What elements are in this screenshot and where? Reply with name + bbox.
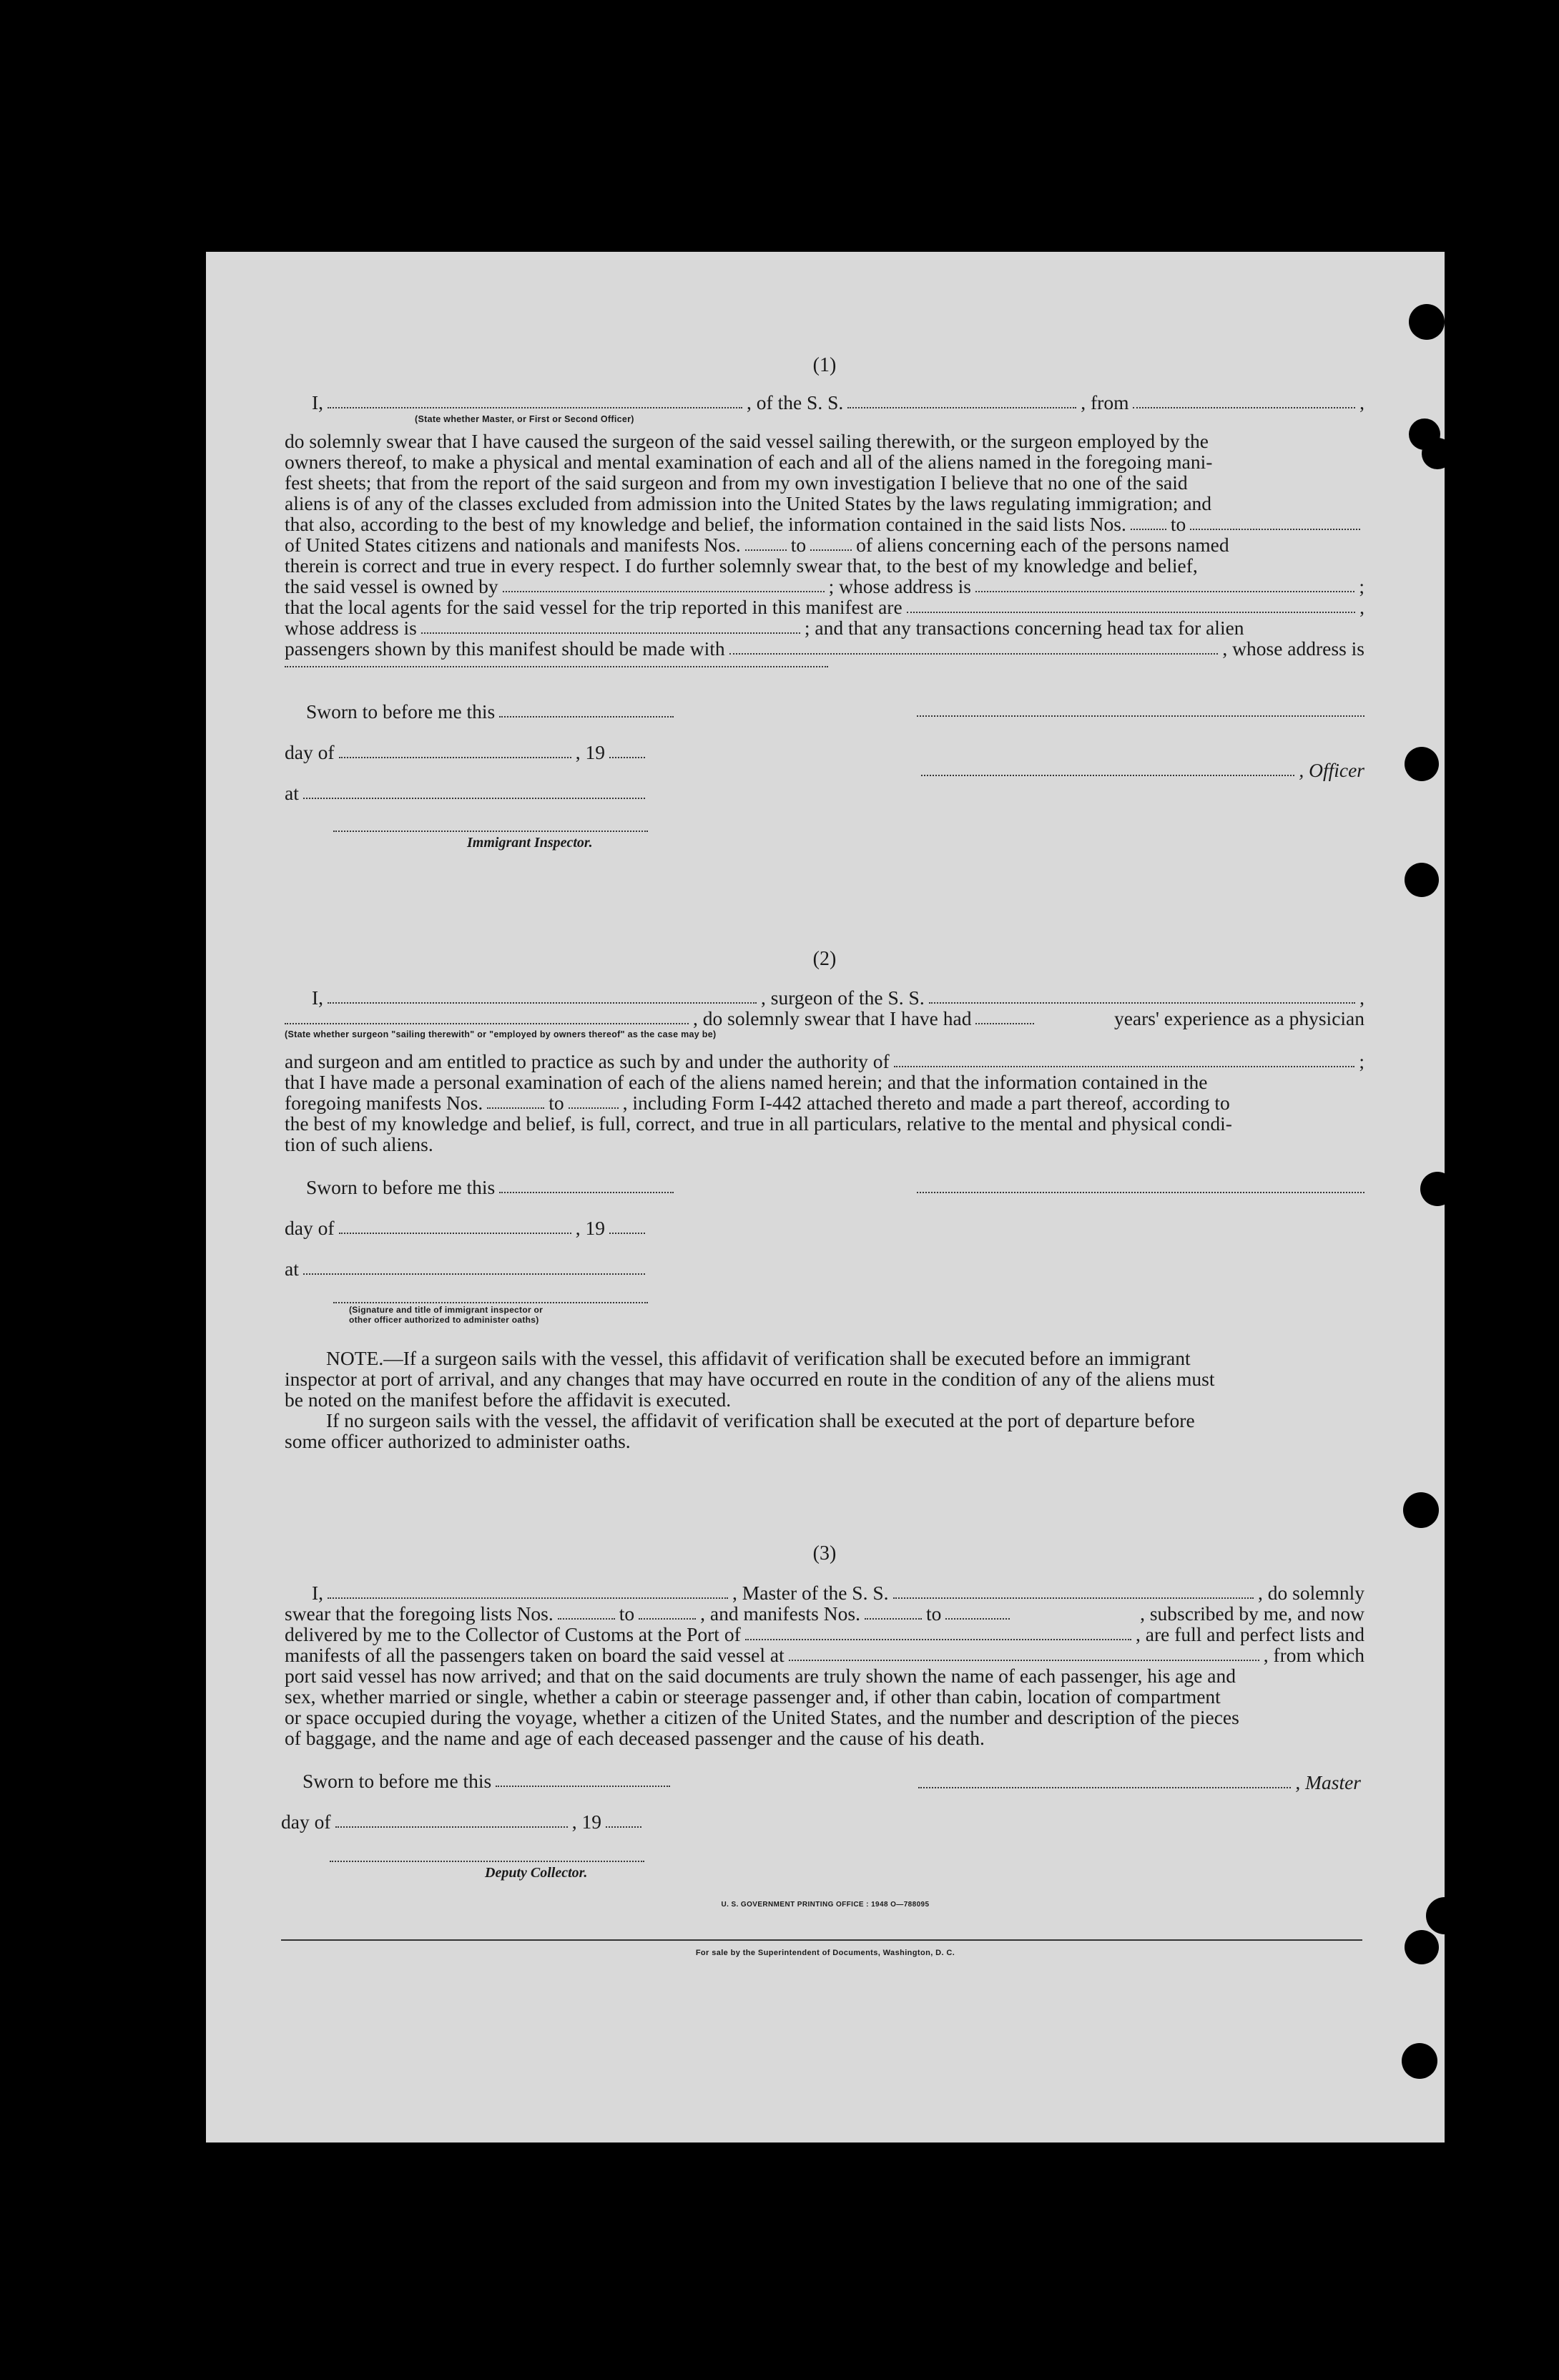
printing-office-line: U. S. GOVERNMENT PRINTING OFFICE : 1948 O—788095 <box>721 1901 930 1909</box>
from-port-blank[interactable] <box>1133 407 1355 408</box>
body-text: delivered by me to the Collector of Customs at the Port of <box>285 1623 741 1645</box>
body-line: the best of my knowledge and belief, is full, correct, and true in all particulars, relative to the mental and physical condi- <box>285 1112 1232 1135</box>
body-line: or space occupied during the voyage, whether a citizen of the United States, and the number and description of the pieces <box>285 1706 1239 1728</box>
agent-address-blank[interactable] <box>421 632 800 634</box>
to-label: to <box>790 534 807 556</box>
body-line: fest sheets; that from the report of the said surgeon and from my own investigation I believe that no one of the said <box>285 471 1188 494</box>
officer-signature-blank[interactable] <box>921 775 1294 776</box>
sworn-label: Sworn to before me this <box>303 1770 492 1792</box>
punch-hole <box>1422 438 1453 469</box>
body-text: manifests of all the passengers taken on board the said vessel at <box>285 1644 785 1666</box>
body-text: , and manifests Nos. <box>700 1602 860 1625</box>
note-line: If no surgeon sails with the vessel, the affidavit of verification shall be executed at the port of departure before <box>326 1409 1195 1431</box>
note-line: some officer authorized to administer oaths. <box>285 1430 631 1452</box>
to-label: to <box>925 1602 942 1625</box>
note-label: NOTE. <box>326 1347 384 1369</box>
section3-body <box>285 1582 1364 1748</box>
punch-hole <box>1405 1930 1439 1964</box>
for-sale-line: For sale by the Superintendent of Documents, Washington, D. C. <box>695 1949 955 1957</box>
lists-to-blank[interactable] <box>1190 529 1360 530</box>
surgeon-name-blank[interactable] <box>328 1002 757 1004</box>
i-label: I, <box>312 986 324 1009</box>
inspector-signature-line[interactable] <box>333 1302 648 1303</box>
head-tax-text: ; and that any transactions concerning head tax for alien <box>804 617 1244 639</box>
surgeon-of-label: , surgeon of the S. S. <box>761 986 925 1009</box>
punch-hole <box>1426 1897 1463 1934</box>
body-line: sex, whether married or single, whether a cabin or steerage passenger and, if other than cabin, location of compartment <box>285 1685 1221 1708</box>
lists-from-blank[interactable] <box>558 1618 615 1620</box>
month-blank[interactable] <box>335 1826 568 1828</box>
section1-body: do solemnly swear that I have caused the surgeon of the said vessel sailing therewith, or the surgeon employed by the owners thereof, to make a physical and mental examination of each and all of the aliens named in the foregoing mani- fest sheets; that from the report of the said surgeon and from my own investigation I believe that no one of the said aliens is of any of the classes excluded from admission into the United States by the laws regulating immigration; and that also, according to the best of my knowledge and belief, the information contained in the said lists Nos. to of United States citizens and nationals and manifests Nos. to of aliens concerning each of the persons named therein is correct and true in every respect. I do further solemnly swear that, to the best of my knowledge and belief, the said vessel is owned by ; whose address is ; that the local agents for the said vessel for the trip reported in this manifest are , whose address is ; and that any transactions concerning head tax for alien passengers shown by this manifest should be made with , whose address is <box>285 431 1364 667</box>
years-blank[interactable] <box>975 1023 1034 1024</box>
officer-caption: , Officer <box>1299 759 1364 781</box>
comma: , <box>1359 391 1364 413</box>
year-label: , 19 <box>575 741 605 763</box>
month-blank[interactable] <box>339 757 571 758</box>
local-agents-label: that the local agents for the said vessel for the trip reported in this manifest are <box>285 596 903 618</box>
section1-line1 <box>285 392 1364 424</box>
officer-caption: (State whether Master, or First or Second Officer) <box>415 414 634 424</box>
sworn-day-blank[interactable] <box>499 716 674 718</box>
manifests-from-blank[interactable] <box>865 1618 922 1620</box>
body-text: , subscribed by me, and now <box>1140 1602 1364 1625</box>
place-blank[interactable] <box>303 1273 645 1275</box>
year-blank[interactable] <box>609 1233 645 1234</box>
year-label: , 19 <box>571 1811 601 1833</box>
body-line: tion of such aliens. <box>285 1133 433 1155</box>
note-block <box>285 1348 1364 1451</box>
body-text: , do solemnly swear that I have had <box>693 1007 972 1029</box>
port-blank[interactable] <box>745 1639 1131 1640</box>
body-line: that I have made a personal examination of each of the aliens named herein; and that the information contained in the <box>285 1071 1208 1093</box>
officer-name-blank[interactable] <box>328 407 742 408</box>
section-number: (2) <box>812 948 837 970</box>
place-blank[interactable] <box>303 798 645 799</box>
footer-rule <box>281 1939 1362 1941</box>
whose-address-label: whose address is <box>285 617 417 639</box>
day-of-label: day of <box>285 741 335 763</box>
surgeon-status-blank[interactable] <box>285 1023 689 1024</box>
owner-blank[interactable] <box>503 591 825 592</box>
at-label: at <box>285 782 299 804</box>
body-line: do solemnly swear that I have caused the surgeon of the said vessel sailing therewith, or the surgeon employed by the <box>285 430 1209 452</box>
note-line: be noted on the manifest before the affidavit is executed. <box>285 1389 732 1411</box>
month-blank[interactable] <box>339 1233 571 1234</box>
of-the-ss-label: , of the S. S. <box>747 391 844 413</box>
i-label: I, <box>312 391 324 413</box>
body-line: owners thereof, to make a physical and mental examination of each and all of the aliens named in the foregoing mani- <box>285 451 1213 473</box>
punch-hole <box>1405 747 1439 781</box>
section2-line1: I, , surgeon of the S. S. , , do solemnly swear that I have had years' experience as a physician (State whether surgeon "sailing therewith" or "employed by owners thereof" as the case may be) <box>285 986 1364 1039</box>
embark-port-blank[interactable] <box>789 1660 1259 1661</box>
signature-caption: (Signature and title of immigrant inspector or <box>349 1305 544 1315</box>
body-text: of aliens concerning each of the persons named <box>856 534 1229 556</box>
authority-label: and surgeon and am entitled to practice as such by and under the authority of <box>285 1050 890 1072</box>
inspector-caption: Immigrant Inspector. <box>467 835 593 851</box>
note-line <box>285 1348 1364 1368</box>
year-blank[interactable] <box>609 757 645 758</box>
owned-by-label: the said vessel is owned by <box>285 575 498 597</box>
lists-from-blank[interactable] <box>1131 529 1166 530</box>
manifests-from-blank[interactable] <box>745 549 787 551</box>
body-text: , from which <box>1263 1644 1364 1666</box>
master-signature-blank[interactable] <box>918 1787 1291 1788</box>
inspector-signature-line[interactable] <box>333 831 648 832</box>
sworn-day-blank[interactable] <box>496 1786 670 1787</box>
to-label: to <box>549 1092 564 1114</box>
owner-address-blank[interactable] <box>975 591 1354 592</box>
i-label: I, <box>312 1582 324 1604</box>
deputy-caption: Deputy Collector. <box>485 1865 588 1881</box>
punch-hole <box>1409 304 1445 340</box>
section2-sworn <box>285 1177 1364 1325</box>
signature-caption: other officer authorized to administer oaths) <box>349 1315 539 1325</box>
lists-to-blank[interactable] <box>639 1618 696 1620</box>
manifests-to-blank[interactable] <box>945 1618 1010 1620</box>
body-text: , are full and perfect lists and <box>1136 1623 1364 1645</box>
vessel-name-blank[interactable] <box>929 1002 1355 1004</box>
surgeon-caption: (State whether surgeon "sailing therewith" or "employed by owners thereof" as the case may be) <box>285 1029 717 1039</box>
address-continuation-blank[interactable] <box>285 666 828 667</box>
section-number: (3) <box>812 1542 837 1564</box>
vessel-name-blank[interactable] <box>893 1597 1254 1599</box>
collector-signature-line[interactable] <box>330 1861 644 1862</box>
head-tax-agent-blank[interactable] <box>729 653 1219 655</box>
from-label: , from <box>1081 391 1129 413</box>
manifests-to-blank[interactable] <box>810 549 852 551</box>
section2-body: and surgeon and am entitled to practice as such by and under the authority of ; that I have made a personal examination of each of the aliens named herein; and that the information contained in the foregoing manifests Nos. to , including Form I-442 attached thereto and made a part thereof, according to the best of my knowledge and belief, is full, correct, and true in all particulars, relative to the mental and physical condi- tion of such aliens. <box>285 1050 1364 1155</box>
punch-hole <box>1403 1492 1439 1528</box>
body-line: that also, according to the best of my knowledge and belief, the information contained in the said lists Nos. <box>285 513 1126 535</box>
sworn-label: Sworn to before me this <box>306 1176 496 1198</box>
body-line: of United States citizens and nationals and manifests Nos. <box>285 534 741 556</box>
body-line: aliens is of any of the classes excluded from admission into the United States by the laws regulating immigration; and <box>285 492 1212 514</box>
year-label: , 19 <box>575 1217 605 1239</box>
body-line: port said vessel has now arrived; and that on the said documents are truly shown the name of each passenger, his age and <box>285 1665 1236 1687</box>
surgeon-signature-line[interactable] <box>917 1192 1364 1193</box>
body-text: years' experience as a physician <box>1113 1007 1364 1029</box>
note-text: —If a surgeon sails with the vessel, this affidavit of verification shall be executed before an immigrant <box>383 1347 1191 1369</box>
manifests-to-blank[interactable] <box>569 1107 619 1109</box>
sworn-label: Sworn to before me this <box>306 700 496 723</box>
officer-signature-top[interactable] <box>917 715 1364 717</box>
note-line: inspector at port of arrival, and any changes that may have occurred en route in the condition of any of the aliens must <box>285 1368 1215 1390</box>
day-of-label: day of <box>285 1217 335 1239</box>
passengers-label: passengers shown by this manifest should be made with <box>285 637 725 660</box>
to-label: to <box>1170 513 1186 535</box>
at-label: at <box>285 1258 299 1280</box>
master-name-blank[interactable] <box>328 1597 728 1599</box>
whose-address-label: , whose address is <box>1222 637 1364 660</box>
manifests-from-blank[interactable] <box>487 1107 544 1109</box>
officer-signature-row <box>917 760 1364 780</box>
body-text: swear that the foregoing lists Nos. <box>285 1602 554 1625</box>
body-text: , do solemnly <box>1258 1582 1364 1604</box>
document-page <box>206 252 1445 2143</box>
master-caption: , Master <box>1295 1771 1361 1793</box>
section-number: (1) <box>812 354 837 376</box>
year-blank[interactable] <box>606 1826 641 1828</box>
sworn-day-blank[interactable] <box>499 1192 674 1193</box>
body-text: foregoing manifests Nos. <box>285 1092 483 1114</box>
vessel-name-blank[interactable] <box>847 407 1076 408</box>
to-label: to <box>619 1602 635 1625</box>
body-line: therein is correct and true in every respect. I do further solemnly swear that, to the best of my knowledge and belief, <box>285 554 1198 577</box>
punch-hole <box>1420 1172 1455 1206</box>
punch-hole <box>1405 863 1439 897</box>
whose-address-label: ; whose address is <box>828 575 971 597</box>
body-line: of baggage, and the name and age of each deceased passenger and the cause of his death. <box>285 1727 985 1749</box>
master-of-label: , Master of the S. S. <box>732 1582 889 1604</box>
punch-hole <box>1402 2043 1437 2079</box>
day-of-label: day of <box>281 1811 331 1833</box>
master-signature-row <box>914 1772 1361 1793</box>
local-agents-blank[interactable] <box>907 612 1355 613</box>
body-text: , including Form I-442 attached thereto and made a part thereof, according to <box>622 1092 1230 1114</box>
authority-blank[interactable] <box>894 1066 1355 1067</box>
